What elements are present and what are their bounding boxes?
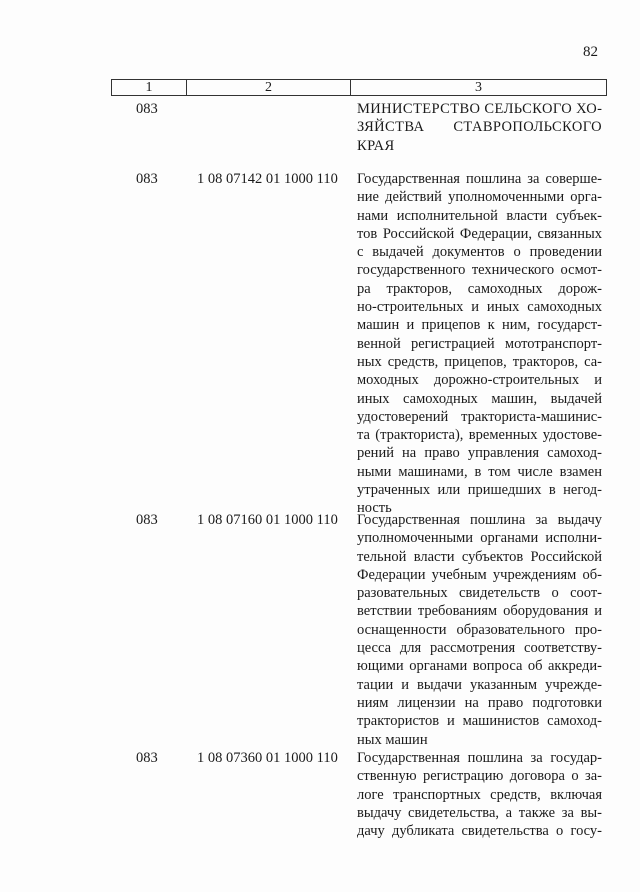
description-line: Государственная пошлина за государ- [357, 750, 602, 766]
admin-code: 083 [136, 171, 158, 187]
description-line: венной регистрацией мототранспорт- [357, 335, 602, 352]
description-line: нами исполнительной власти субъек- [357, 207, 602, 224]
description-line: трактористов и машинистов самоход- [357, 713, 602, 730]
admin-code: 083 [136, 512, 158, 528]
description-line: ющими органами вопроса об аккреди- [357, 658, 602, 675]
description-line: КРАЯ [357, 137, 395, 154]
description-line: машин и прицепов к ним, государст- [357, 317, 602, 334]
description-line: моходных дорожно-строительных и [357, 372, 602, 389]
description-line: логе транспортных средств, включая [357, 786, 602, 803]
description-line: выдачу свидетельства, а также за вы- [357, 804, 602, 821]
description-line: ность [357, 500, 392, 517]
description-line: удостоверений тракториста-машинис- [357, 408, 602, 425]
description-line: Государственная пошлина за выдачу [357, 512, 602, 528]
description-line: цесса для рассмотрения соответству- [357, 640, 602, 657]
row-description [357, 749, 602, 840]
description-line: Государственная пошлина за соверше- [357, 171, 602, 187]
admin-code: 083 [136, 101, 158, 117]
row-description [357, 100, 602, 155]
description-line: ветствии требованиям оборудования и [357, 603, 602, 620]
column-header-3: 3 [350, 80, 606, 95]
description-line: ра тракторов, самоходных дорож- [357, 280, 602, 297]
description-line: тов Российской Федерации, связанных [357, 225, 602, 242]
description-line: рений на право управления самоход- [357, 445, 602, 462]
description-line: ЗЯЙСТВА СТАВРОПОЛЬСКОГО [357, 119, 602, 136]
description-line: та (тракториста), временных удостове- [357, 427, 602, 444]
description-line: с выдачей документов о проведении [357, 244, 602, 261]
description-line: иных самоходных машин, выдачей [357, 390, 602, 407]
description-line: утраченных или пришедших в негод- [357, 482, 602, 499]
budget-classification-code: 1 08 07360 01 1000 110 [197, 750, 338, 766]
description-line: ными машинами, в том числе взамен [357, 463, 602, 480]
description-line: оснащенности образовательного про- [357, 621, 602, 638]
budget-classification-code: 1 08 07142 01 1000 110 [197, 171, 338, 187]
column-header-2: 2 [186, 80, 350, 95]
description-line: ственную регистрацию договора о за- [357, 768, 602, 785]
description-line: разовательных свидетельств о соот- [357, 585, 602, 602]
description-line: государственного технического осмот- [357, 262, 602, 279]
row-description [357, 511, 602, 749]
description-line: ных средств, прицепов, тракторов, са- [357, 353, 602, 370]
column-header-1: 1 [145, 80, 153, 95]
description-line: тации и выдачи указанным учрежде- [357, 676, 602, 693]
description-line: дачу дубликата свидетельства о госу- [357, 823, 602, 840]
table-header [111, 79, 607, 96]
description-line: уполномоченными органами исполни- [357, 530, 602, 547]
page-number: 82 [583, 44, 598, 60]
row-description [357, 170, 602, 518]
budget-classification-code: 1 08 07160 01 1000 110 [197, 512, 338, 528]
description-line: ных машин [357, 731, 428, 748]
description-line: ние действий уполномоченными орга- [357, 189, 602, 206]
description-line: Федерации учебным учреждениям об- [357, 566, 602, 583]
description-line: ниям лицензии на право подготовки [357, 694, 602, 711]
description-line: но-строительных и иных самоходных [357, 299, 602, 316]
description-line: МИНИСТЕРСТВО СЕЛЬСКОГО ХО- [357, 101, 603, 117]
description-line: тельной власти субъектов Российской [357, 548, 602, 565]
admin-code: 083 [136, 750, 158, 766]
